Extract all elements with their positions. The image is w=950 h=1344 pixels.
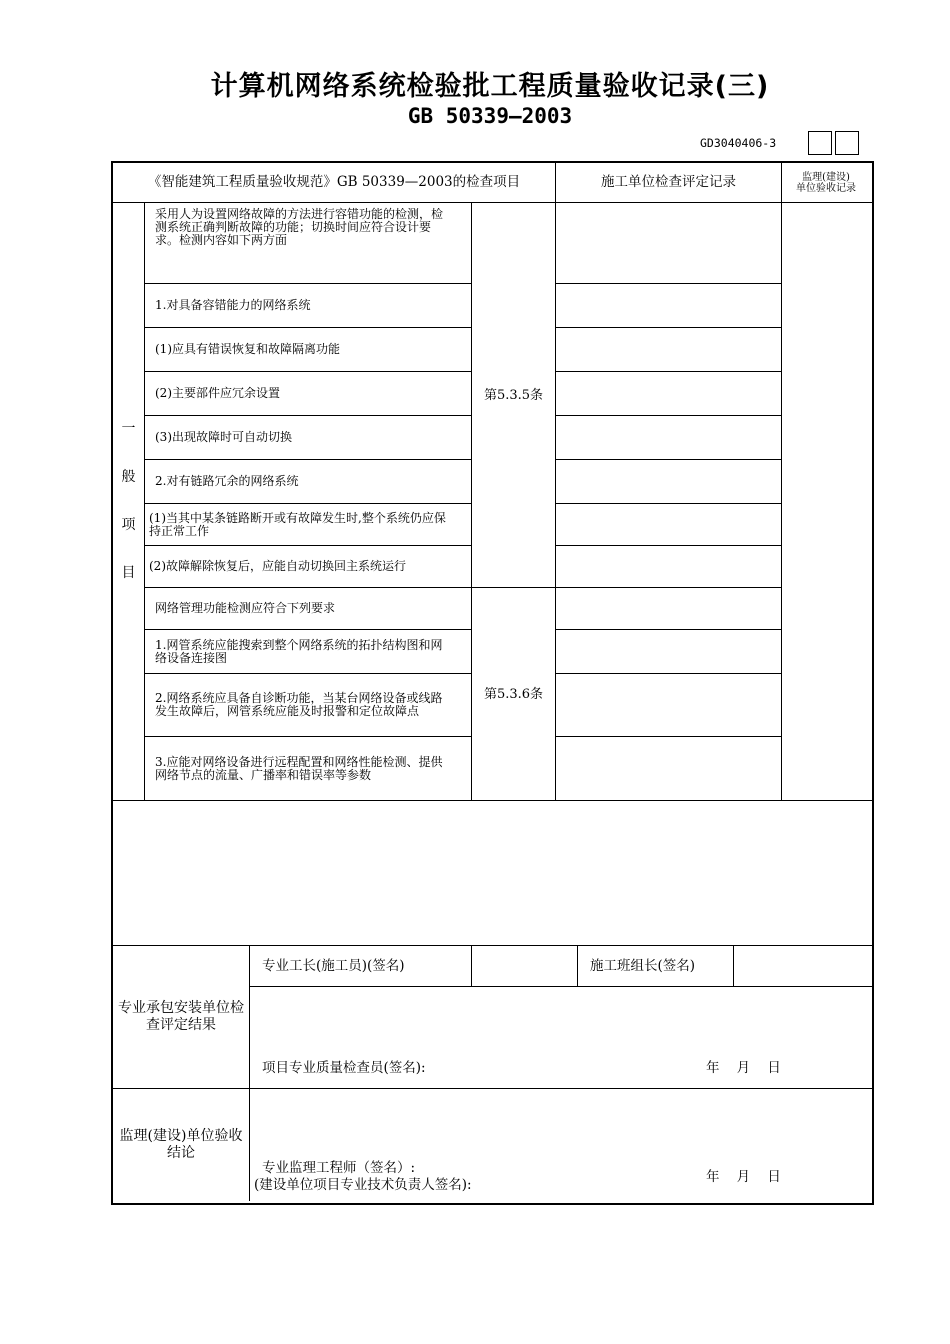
header-supervisor-record (782, 163, 870, 202)
list-item: 1.网管系统应能搜索到整个网络系统的拓扑结构图和网络设备连接图 (155, 637, 443, 665)
list-item: 1.对具备容错能力的网络系统 (155, 298, 311, 312)
header-supervisor-line1: 监理(建设) (802, 171, 850, 183)
supervisor-unit-label: 监理(建设)单位验收结论 (119, 1128, 243, 1161)
category-char: 项 (121, 517, 136, 533)
contractor-unit-label: 专业承包安装单位检查评定结果 (118, 1000, 244, 1033)
quality-inspector-signature[interactable]: 项目专业质量检查员(签名): (262, 1059, 426, 1076)
list-item: 2.对有链路冗余的网络系统 (155, 474, 299, 488)
standard-number: GB 50339—2003 (407, 104, 573, 128)
clause-reference: 第5.3.6条 (483, 686, 544, 702)
foreman-signature-field[interactable] (472, 946, 577, 986)
team-leader-signature-field[interactable] (734, 946, 870, 986)
list-item: 2.网络系统应具备自诊断功能，当某台网络设备或线路发生故障后，网管系统应能及时报警和定位故障点 (155, 691, 443, 718)
form-code-box-1[interactable] (808, 131, 832, 155)
category-char: 一 (121, 421, 136, 437)
category-char: 目 (121, 565, 136, 581)
form-code: GD3040406-3 (700, 136, 777, 150)
list-item: 采用人为设置网络故障的方法进行容错功能的检测，检测系统正确判断故障的功能；切换时间应符合设计要求。检测内容如下两方面 (155, 207, 444, 247)
header-contractor-record: 施工单位检查评定记录 (601, 174, 736, 190)
list-item: (2)故障解除恢复后，应能自动切换回主系统运行 (149, 559, 406, 573)
list-item: 3.应能对网络设备进行远程配置和网络性能检测、提供网络节点的流量、广播率和错误率等参数 (155, 754, 443, 782)
header-supervisor-line2: 单位验收记录 (796, 182, 856, 194)
owner-tech-lead-signature[interactable]: (建设单位项目专业技术负责人签名): (254, 1176, 472, 1193)
list-item: (3)出现故障时可自动切换 (155, 430, 292, 444)
contractor-date[interactable]: 年 月 日 (706, 1059, 781, 1076)
list-item: 网络管理功能检测应符合下列要求 (155, 601, 336, 615)
list-item: (1)当其中某条链路断开或有故障发生时,整个系统仍应保持正常工作 (149, 510, 446, 538)
supervising-engineer-signature[interactable]: 专业监理工程师（签名）: (262, 1159, 416, 1176)
supervisor-date[interactable]: 年 月 日 (706, 1168, 781, 1185)
list-item: (1)应具有错误恢复和故障隔离功能 (155, 342, 340, 356)
header-check-items: 《智能建筑工程质量验收规范》GB 50339—2003的检查项目 (147, 174, 521, 190)
list-item: (2)主要部件应冗余设置 (155, 386, 280, 400)
page-title: 计算机网络系统检验批工程质量验收记录(三) (210, 71, 770, 102)
clause-reference: 第5.3.5条 (483, 387, 544, 403)
team-leader-signature-label: 施工班组长(签名) (590, 957, 696, 974)
category-char: 般 (121, 469, 136, 485)
category-general-items (113, 403, 144, 599)
foreman-signature-label: 专业工长(施工员)(签名) (262, 957, 405, 974)
form-code-box-2[interactable] (835, 131, 859, 155)
